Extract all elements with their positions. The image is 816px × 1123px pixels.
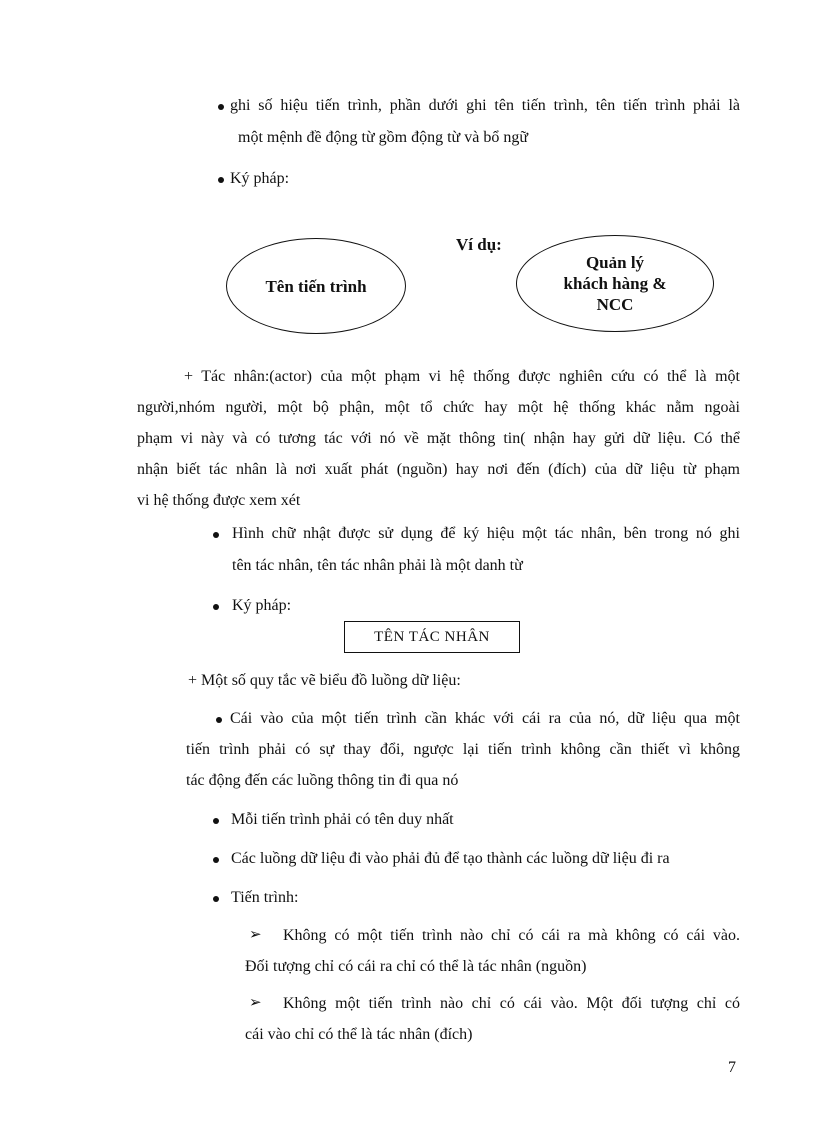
example-process-ellipse (516, 235, 714, 332)
actor-box-label: TÊN TÁC NHÂN (374, 628, 490, 645)
bullet-dot (213, 818, 219, 824)
example-label: Ví dụ: (456, 235, 502, 254)
sub-rule-text-line: Không một tiến trình nào chỉ có cái vào. Một đối tượng chỉ có (283, 995, 740, 1012)
bullet-dot (218, 177, 224, 183)
bullet-dot (218, 104, 224, 110)
example-process-label-line: khách hàng & (563, 274, 667, 293)
paragraph-line: phạm vi này và có tương tác với nó về mặt thông tin( nhận hay gửi dữ liệu. Có thể (137, 430, 740, 447)
paragraph-line: + Tác nhân:(actor) của một phạm vi hệ thống được nghiên cứu có thể là một (184, 368, 740, 385)
bullet-text: Ký pháp: (232, 597, 292, 614)
bullet-dot (213, 896, 219, 902)
bullet-dot (213, 857, 219, 863)
rule-text: Mỗi tiến trình phải có tên duy nhất (231, 811, 454, 828)
arrow-bullet-icon: ➢ (249, 927, 262, 943)
process-ellipse (226, 238, 406, 334)
bullet-text-line: một mệnh đề động từ gồm động từ và bổ ngữ (238, 129, 528, 146)
example-process-label-line: Quản lý (585, 253, 645, 272)
example-process-label-line: NCC (596, 295, 634, 314)
rule-text-line: tiến trình phải có sự thay đổi, ngược lại tiến trình không cần thiết vì không (186, 741, 740, 758)
bullet-dot (216, 717, 222, 723)
bullet-dot (213, 532, 219, 538)
page-number: 7 (728, 1059, 736, 1076)
actor-rectangle (344, 621, 520, 653)
bullet-text-line: ghi số hiệu tiến trình, phần dưới ghi tên tiến trình, tên tiến trình phải là (230, 97, 740, 114)
paragraph-line: người,nhóm người, một bộ phận, một tổ chức hay một hệ thống khác nằm ngoài (137, 399, 740, 416)
rule-text: Các luồng dữ liệu đi vào phải đủ để tạo thành các luồng dữ liệu đi ra (231, 850, 670, 867)
bullet-text-line: tên tác nhân, tên tác nhân phải là một danh từ (232, 557, 523, 574)
rules-heading: + Một số quy tắc vẽ biểu đồ luồng dữ liệu: (188, 672, 461, 689)
bullet-dot (213, 604, 219, 610)
sub-rule-text-line: cái vào chỉ có thể là tác nhân (đích) (245, 1026, 473, 1043)
arrow-bullet-icon: ➢ (249, 995, 262, 1011)
paragraph-line: nhận biết tác nhân là nơi xuất phát (nguồn) hay nơi đến (đích) của dữ liệu từ phạm (137, 461, 740, 478)
rule-text-line: tác động đến các luồng thông tin đi qua nó (186, 772, 459, 789)
process-name-label: Tên tiến trình (265, 276, 367, 296)
bullet-text: Ký pháp: (230, 170, 290, 187)
sub-rule-text-line: Đối tượng chỉ có cái ra chỉ có thể là tác nhân (nguồn) (245, 958, 587, 975)
sub-rule-text-line: Không có một tiến trình nào chỉ có cái ra mà không có cái vào. (283, 927, 740, 944)
paragraph-line: vi hệ thống được xem xét (137, 492, 301, 509)
bullet-text-line: Hình chữ nhật được sử dụng để ký hiệu một tác nhân, bên trong nó ghi (232, 525, 740, 542)
rule-text-line: Cái vào của một tiến trình cần khác với cái ra của nó, dữ liệu qua một (230, 710, 740, 727)
rule-text: Tiến trình: (231, 889, 299, 906)
